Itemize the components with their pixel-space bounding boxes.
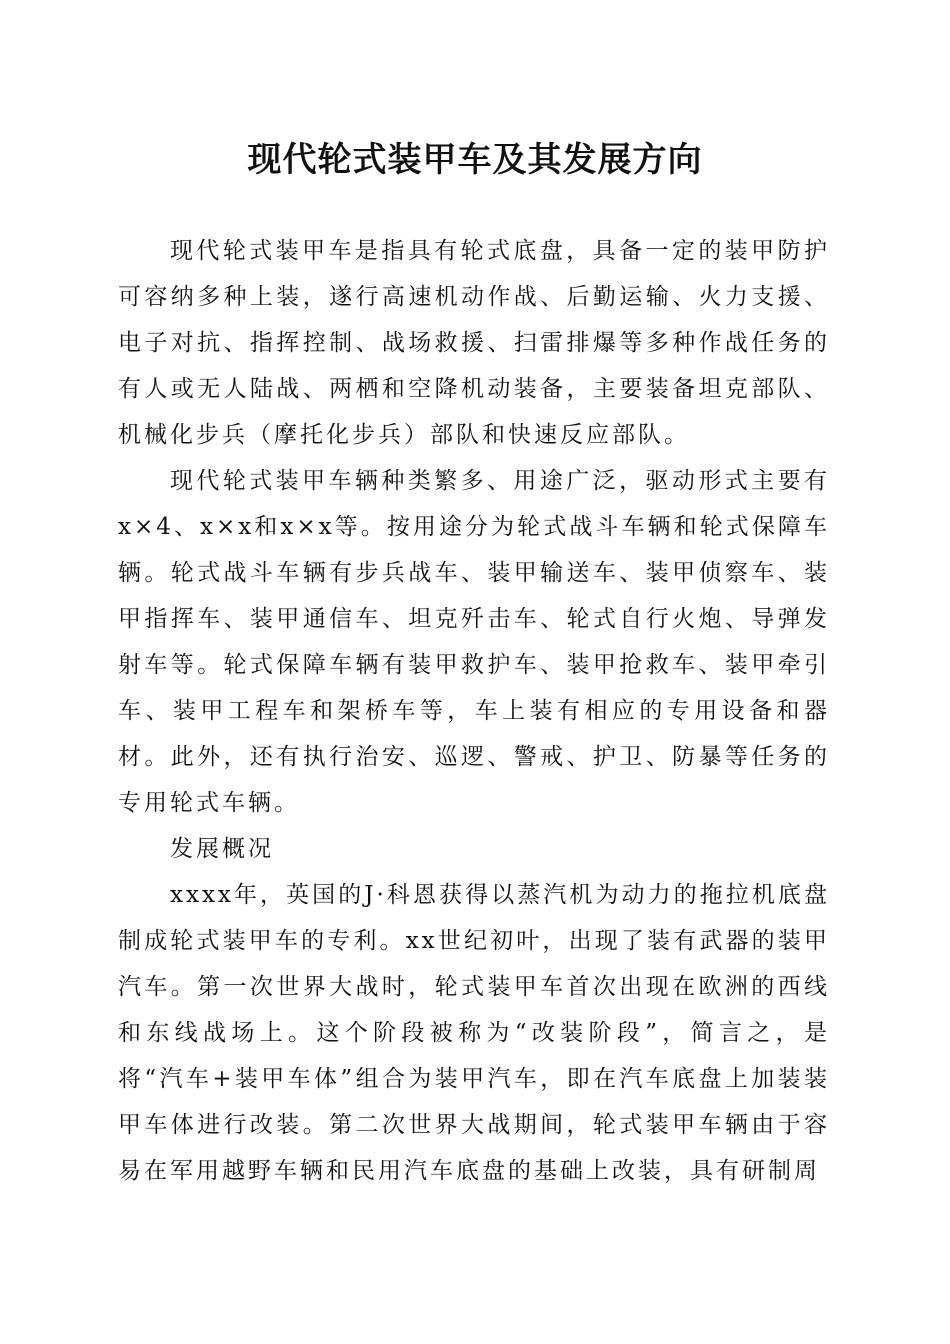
section-heading: 发展概况 xyxy=(170,836,274,862)
document-title: 现代轮式装甲车及其发展方向 xyxy=(247,140,703,180)
paragraph-types: 现代轮式装甲车辆种类繁多、用途广泛，驱动形式主要有x×4、x×x和x×x等。按用途分为轮式战斗车辆和轮式保障车辆。轮式战斗车辆有步兵战车、装甲输送车、装甲侦察车、装甲指挥车、装甲通信车、坦克歼击车、轮式自行火炮、导弹发射车等。轮式保障车辆有装甲救护车、装甲抢救车、装甲牵引车、装甲工程车和架桥车等，车上装有相应的专用设备和器材。此外，还有执行治安、巡逻、警戒、护卫、防暴等任务的专用轮式车辆。 xyxy=(118,468,830,816)
document-body xyxy=(118,228,830,1194)
paragraph-history: xxxx年，英国的J·科恩获得以蒸汽机为动力的拖拉机底盘制成轮式装甲车的专利。xx世纪初叶，出现了装有武器的装甲汽车。第一次世界大战时，轮式装甲车首次出现在欧洲的西线和东线战场上。这个阶段被称为“改装阶段”，简言之，是将“汽车+装甲车体”组合为装甲汽车，即在汽车底盘上加装装甲车体进行改装。第二次世界大战期间，轮式装甲车辆由于容易在军用越野车辆和民用汽车底盘的基础上改装，具有研制周 xyxy=(118,882,830,1184)
paragraph-definition: 现代轮式装甲车是指具有轮式底盘，具备一定的装甲防护可容纳多种上装，遂行高速机动作战、后勤运输、火力支援、电子对抗、指挥控制、战场救援、扫雷排爆等多种作战任务的有人或无人陆战、两栖和空降机动装备，主要装备坦克部队、机械化步兵（摩托化步兵）部队和快速反应部队。 xyxy=(118,238,830,448)
